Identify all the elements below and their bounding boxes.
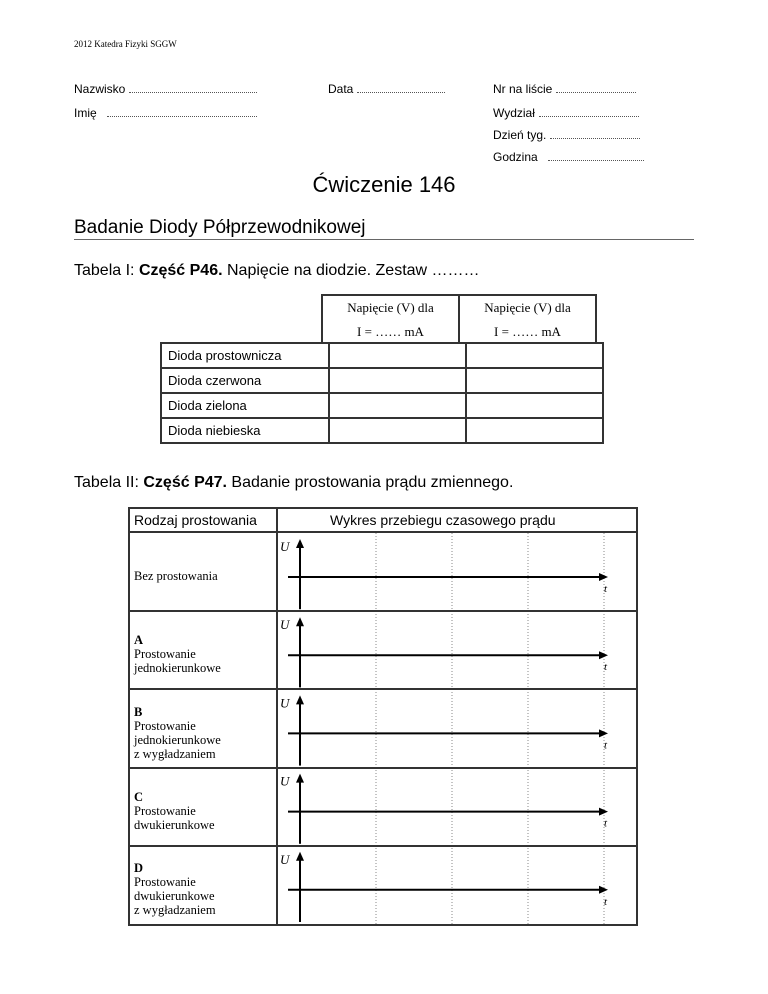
table2-row-rule (130, 688, 636, 690)
t-axis-arrow (599, 808, 608, 816)
t-axis-label: t (604, 739, 608, 752)
table1-cell[interactable] (466, 393, 603, 418)
wydzial-field[interactable] (493, 106, 639, 120)
table1-cell[interactable] (466, 418, 603, 443)
nr-field[interactable] (493, 82, 636, 96)
u-axis-arrow (296, 617, 304, 626)
row-letter: C (134, 789, 144, 804)
imie-label: Imię (74, 106, 97, 120)
godzina-field[interactable] (493, 150, 644, 164)
u-axis-label: U (280, 773, 290, 789)
t-axis-label: t (604, 661, 608, 674)
dzien-field[interactable] (493, 128, 640, 142)
table1-row-label: Dioda prostownicza (161, 343, 329, 368)
u-axis-arrow (296, 539, 304, 548)
table1-col2-line1: Napięcie (V) dla (484, 300, 571, 315)
table1-col1-header (323, 296, 458, 344)
table2-row-label (134, 705, 221, 761)
table1-row-label: Dioda zielona (161, 393, 329, 418)
row-label-line: Prostowanie (134, 718, 196, 733)
wydzial-label: Wydział (493, 106, 535, 120)
row-letter: A (134, 633, 144, 648)
imie-field[interactable] (74, 106, 257, 120)
table-row (161, 418, 603, 443)
nr-label: Nr na liście (493, 82, 553, 96)
row-letter: B (134, 704, 143, 719)
table2-row-rule (130, 610, 636, 612)
table2-row-label (134, 861, 216, 917)
row-label-line: dwukierunkowe (134, 817, 215, 832)
table2 (128, 507, 638, 926)
row-label-line: Prostowanie (134, 647, 196, 662)
table2-caption-bold: Część P47. (143, 474, 227, 491)
t-axis-label: t (604, 895, 608, 908)
table1-cell[interactable] (329, 393, 466, 418)
table1 (160, 342, 604, 444)
t-axis-arrow (599, 729, 608, 737)
nazwisko-label: Nazwisko (74, 82, 126, 96)
row-label-line: Prostowanie (134, 803, 196, 818)
table-row (161, 368, 603, 393)
table1-cell[interactable] (466, 343, 603, 368)
table1-col1-line2: I = …… mA (357, 324, 424, 339)
row-label-line: jednokierunkowe (134, 661, 221, 676)
table1-col2-line2: I = …… mA (494, 324, 561, 339)
table2-col2-header: Wykres przebiegu czasowego prądu (330, 512, 556, 528)
data-label: Data (328, 82, 354, 96)
table1-col2-header (460, 296, 595, 344)
data-field[interactable] (328, 82, 445, 96)
t-axis-label: t (604, 817, 608, 830)
table1-caption-bold: Część P46. (138, 262, 223, 279)
table2-row-rule (130, 845, 636, 847)
table1-caption (74, 262, 480, 280)
table2-col1-header: Rodzaj prostowania (134, 512, 257, 528)
nazwisko-field[interactable] (74, 82, 257, 96)
table-row (161, 393, 603, 418)
table2-caption (74, 474, 513, 492)
section-rule (74, 239, 694, 240)
table-row (161, 343, 603, 368)
row-label-line: jednokierunkowe (134, 732, 221, 747)
t-axis-label: t (604, 583, 608, 595)
table1-col1-line1: Napięcie (V) dla (347, 300, 434, 315)
u-axis-label: U (280, 695, 290, 711)
table1-cell[interactable] (329, 418, 466, 443)
u-axis-arrow (296, 852, 304, 861)
row-label-line: Prostowanie (134, 874, 196, 889)
table1-caption-rest: Napięcie na diodzie. Zestaw ……… (222, 262, 480, 279)
godzina-label: Godzina (493, 150, 538, 164)
u-axis-arrow (296, 774, 304, 783)
u-axis-label: U (280, 617, 290, 633)
table2-row-label (134, 633, 221, 675)
table2-row-rule (130, 767, 636, 769)
u-axis-arrow (296, 695, 304, 704)
table1-caption-prefix: Tabela I: (74, 262, 139, 279)
u-axis-label: U (280, 539, 290, 554)
header-note: 2012 Katedra Fizyki SGGW (74, 39, 177, 49)
table1-row-label: Dioda czerwona (161, 368, 329, 393)
u-axis-label: U (280, 851, 290, 867)
row-label-line: Bez prostowania (134, 569, 218, 584)
page-title: Ćwiczenie 146 (312, 172, 456, 197)
table1-cell[interactable] (329, 343, 466, 368)
row-label-line: dwukierunkowe (134, 888, 215, 903)
t-axis-arrow (599, 573, 608, 581)
table2-caption-rest: Badanie prostowania prądu zmiennego. (226, 474, 514, 491)
table1-cell[interactable] (466, 368, 603, 393)
table2-caption-prefix: Tabela II: (74, 474, 144, 491)
dzien-label: Dzień tyg. (493, 128, 547, 142)
row-label-line: z wygładzaniem (134, 746, 216, 761)
row-letter: D (134, 860, 144, 875)
table2-row-label (134, 790, 215, 832)
section-title: Badanie Diody Półprzewodnikowej (74, 217, 366, 238)
row-label-line: z wygładzaniem (134, 902, 216, 917)
table1-cell[interactable] (329, 368, 466, 393)
table2-row-label (134, 569, 218, 583)
table1-row-label: Dioda niebieska (161, 418, 329, 443)
t-axis-arrow (599, 651, 608, 659)
